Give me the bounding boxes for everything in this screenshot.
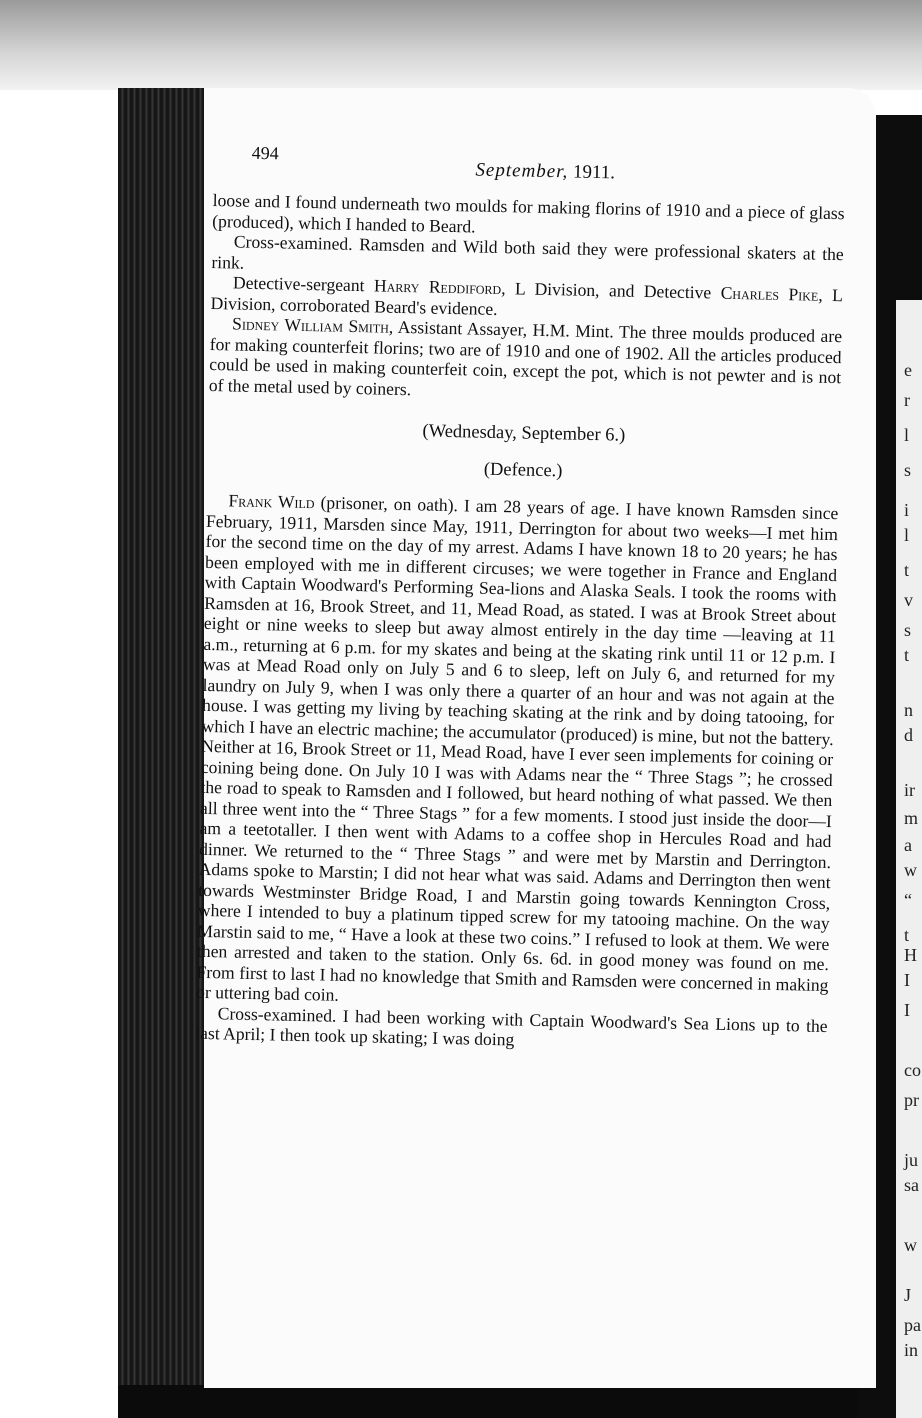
text-rest: , L Division, and Detective	[501, 278, 721, 303]
facing-page-fragment: l	[904, 425, 910, 445]
date-heading: (Wednesday, September 6.)	[422, 421, 626, 446]
facing-page-fragment: in	[904, 1340, 919, 1360]
text-rest2: , L Division, corroborated Beard's evidence.	[210, 284, 844, 319]
facing-page-fragment: v	[904, 590, 913, 610]
running-head-month: September,	[475, 159, 569, 183]
facing-page-fragment: a	[904, 835, 912, 855]
facing-page-fragment: H	[904, 945, 917, 965]
facing-page-fragment: co	[904, 1060, 921, 1080]
facing-page-fragment: s	[904, 620, 912, 640]
facing-page-fragment: sa	[904, 1175, 919, 1195]
witness-name-reddiford: Harry Reddiford	[373, 275, 502, 299]
paragraph-continuation: loose and I found underneath two moulds for making florins of 1910 and a piece of glass (produced), which I handed to Beard.	[212, 189, 845, 236]
running-head-year: 1911.	[572, 161, 616, 184]
prisoner-name-wild: Frank Wild	[228, 490, 315, 513]
facing-page-fragment: pr	[904, 1090, 919, 1110]
facing-page-fragment: I	[904, 1000, 910, 1020]
facing-page-fragment: n	[904, 700, 913, 720]
facing-page-fragment: e	[904, 360, 912, 380]
facing-page-text-fragments	[898, 300, 922, 1360]
facing-page-fragment: J	[904, 1285, 912, 1305]
testimony-text: (prisoner, on oath). I am 28 years of age. I have known Ramsden since February, 1911, Marsden since May, 1911, Derrington for about two weeks—I met him for the second time on the day of my arrest. Adams I have known 18 to 20 years; he has been employed with me in different circuses; we were together in France and England with Captain Woodward's Performing Sea-lions and Alaska Seals. I took the rooms with Ramsden at 16, Brook Street, and 11, Mead Road, as stated. I was at Brook Street about eight or nine weeks to sleep but away almost entirely in the day time —leaving at 11 a.m., returning at 6 p.m. for my skates and being at the skating rink until 11 or 12 p.m. I was at Mead Road only on July 5 and 6 to sleep, left on July 6, and returned for my laundry on July 9, when I was only there a quarter of an hour and was not again at the house. I was getting my living by teaching skating at the rink and by doing tatooing, for which I have an electric machine; the accumulator (produced) is mine, but not the battery. Neither at 16, Brook Street or 11, Mead Road, have I ever seen implements for coining or coining being done. On July 10 I was with Adams near the “ Three Stags ”; he crossed the road to speak to Ramsden and I followed, but heard nothing of what passed. We then all three went into the “ Three Stags ” for a few moments. I stood just inside the door—I am a teetotaller. I then went with Adams to a coffee shop in Hercules Road and had dinner. We returned to the “ Three Stags ” and were met by Marstin and Derrington. Adams spoke to Marstin; I did not hear what was said. Adams and Derrington then went towards Westminster Bridge Road, I and Marstin going towards Kennington Cross, where I intended to buy a platinum tipped screw for my tatooing machine. On the way Marstin said to me, “ Have a look at these two coins.” I refused to look at them. We were then arrested and taken to the station. Only 6s. 6d. in good money was found on me. From first to last I had no knowledge that Smith and Ramsden were concerned in making or uttering bad coin.	[195, 492, 839, 1005]
facing-page-fragment: w	[904, 860, 917, 880]
facing-page-fragment: t	[904, 645, 910, 665]
book-spine-edge	[118, 88, 204, 1393]
facing-page-fragment: ir	[904, 780, 915, 800]
facing-page-fragment: ju	[904, 1150, 919, 1170]
facing-page-fragment: I	[904, 970, 910, 990]
facing-page-fragment: t	[904, 925, 910, 945]
witness-name-smith: Sidney William Smith	[231, 313, 390, 337]
facing-page-fragment: i	[904, 500, 910, 520]
facing-page-fragment: m	[904, 808, 919, 828]
facing-page-fragment: t	[904, 560, 910, 580]
facing-page-fragment: l	[904, 525, 910, 545]
facing-page-fragment: w	[904, 1235, 917, 1255]
page-number: 494	[251, 142, 279, 164]
paragraph-cross-examination: Cross-examined. I had been working with Captain Woodward's Sea Lions up to the last April; I then took up skating; I was doing	[195, 1002, 828, 1050]
facing-page-fragment: pa	[904, 1315, 921, 1335]
scan-background	[0, 0, 922, 90]
paragraph-defence-testimony	[196, 490, 839, 1016]
facing-page-fragment: “	[904, 890, 912, 910]
paragraph-cross-examined: Cross-examined. Ramsden and Wild both said they were professional skaters at the rink.	[211, 231, 844, 273]
text-rest: , Assistant Assayer, H.M. Mint. The three moulds produced are for making counterfeit florins; two are of 1910 and one of 1902. All the articles produced could be used in making counterfeit coin, except the pot, which is not pewter and is not of the metal used by coiners.	[208, 316, 843, 399]
page-content	[195, 140, 846, 1057]
paragraph-smith	[209, 313, 843, 408]
facing-page-fragment: s	[904, 460, 912, 480]
witness-name-pike: Charles Pike	[720, 282, 819, 305]
facing-page-fragment: r	[904, 390, 910, 410]
running-head	[475, 159, 615, 184]
text-lead: Detective-sergeant	[232, 272, 375, 296]
book-bottom-edge	[118, 1385, 858, 1418]
section-heading: (Defence.)	[483, 459, 563, 481]
facing-page-fragment: d	[904, 725, 913, 745]
